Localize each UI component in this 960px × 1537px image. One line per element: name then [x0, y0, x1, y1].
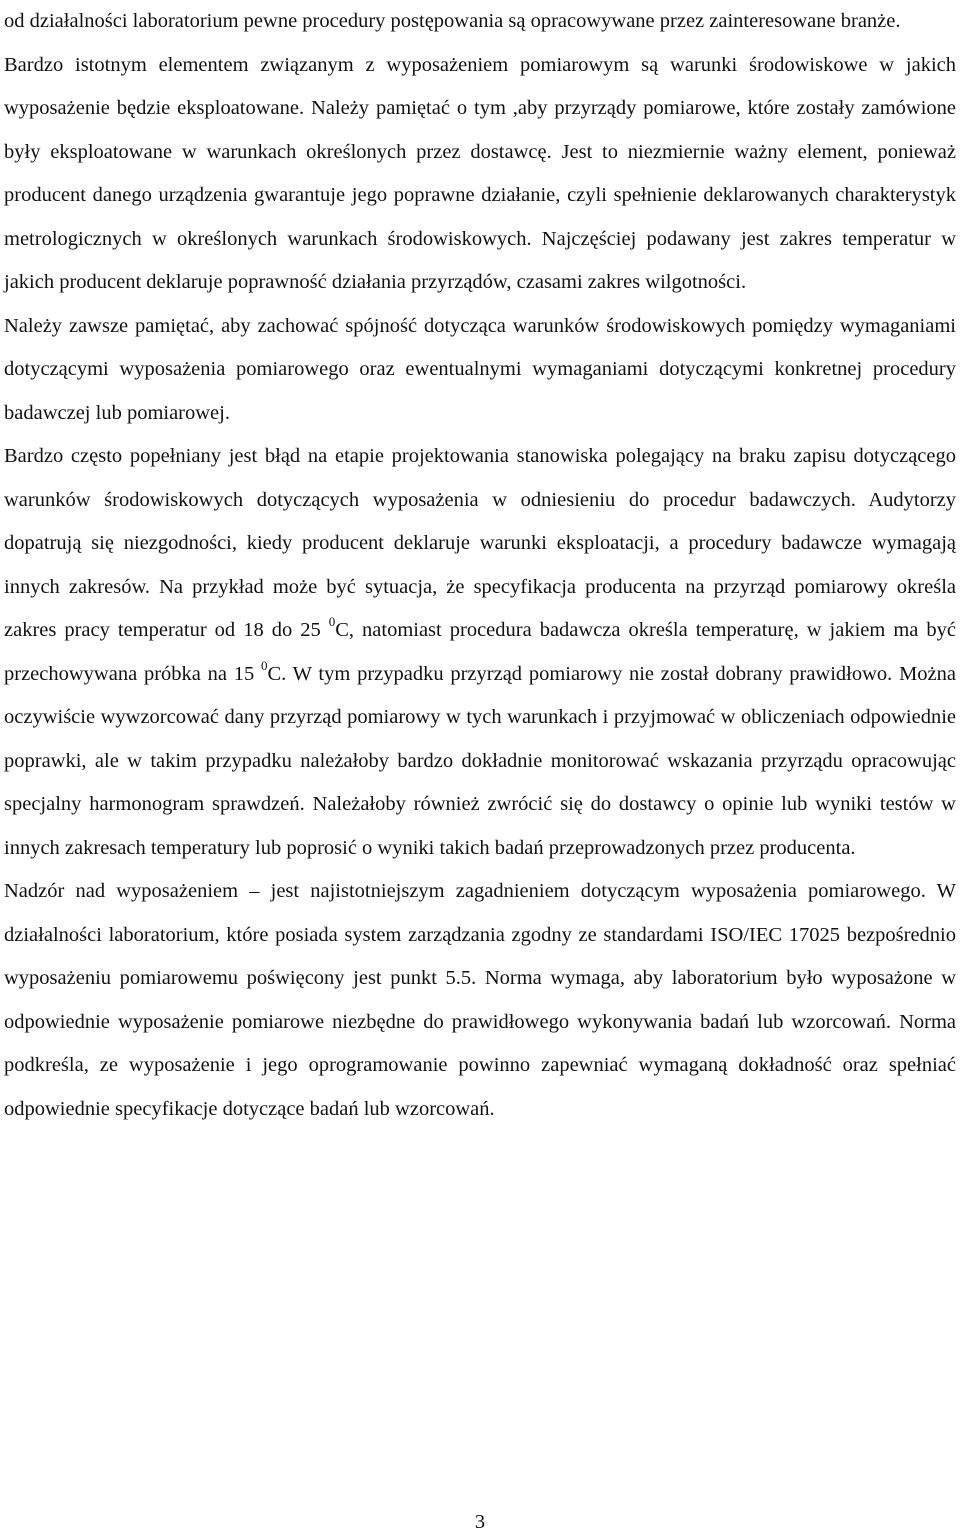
paragraph-5: Nadzór nad wyposażeniem – jest najistotniejszym zagadnieniem dotyczącym wyposażenia pomiarowego. W działalności laboratorium, które posiada system zarządzania zgodny ze standardami ISO/IEC 17025 bezpośrednio wyposażeniu pomiarowemu poświęcony jest punkt 5.5. Norma wymaga, aby laboratorium było wyposażone w odpowiednie wyposażenie pomiarowe niezbędne do prawidłowego wykonywania badań lub wzorcowań. Norma podkreśla, ze wyposażenie i jego oprogramowanie powinno zapewniać wymaganą dokładność oraz spełniać odpowiednie specyfikacje dotyczące badań lub wzorcowań. — [4, 880, 956, 1120]
paragraph-4 — [4, 435, 956, 870]
page-number: 3 — [474, 1511, 486, 1533]
paragraph-4-part-1: Bardzo często popełniany jest błąd na etapie projektowania stanowiska polegający na braku zapisu dotyczącego warunków środowiskowych dotyczących wyposażenia w odniesieniu do procedur badawczych. Audytorzy dopatrują się niezgodności, kiedy producent deklaruje warunki eksploatacji, a procedury badawcze wymagają innych zakresów. Na przykład może być sytuacja, że specyfikacja producenta na przyrząd pomiarowy określa zakres pracy temperatur od 18 do 25 — [4, 445, 956, 641]
paragraph-1: od działalności laboratorium pewne procedury postępowania są opracowywane przez zainteresowane branże. — [4, 10, 901, 32]
degree-superscript: 0 — [261, 657, 268, 673]
document-page — [4, 0, 956, 1131]
degree-superscript: 0 — [328, 614, 336, 630]
paragraph-2: Bardzo istotnym elementem związanym z wyposażeniem pomiarowym są warunki środowiskowe w jakich wyposażenie będzie eksploatowane. Należy pamiętać o tym ,aby przyrządy pomiarowe, które zostały zamówione były eksploatowane w warunkach określonych przez dostawcę. Jest to niezmiernie ważny element, ponieważ producent danego urządzenia gwarantuje jego poprawne działanie, czyli spełnienie deklarowanych charakterystyk metrologicznych w określonych warunkach środowiskowych. Najczęściej podawany jest zakres temperatur w jakich producent deklaruje poprawność działania przyrządów, czasami zakres wilgotności. — [4, 53, 956, 293]
paragraph-4-part-3: C. W tym przypadku przyrząd pomiarowy nie został dobrany prawidłowo. Można oczywiście wywzorcować dany przyrząd pomiarowy w tych warunkach i przyjmować w obliczeniach odpowiednie poprawki, ale w takim przypadku należałoby bardzo dokładnie monitorować wskazania przyrządu opracowując specjalny harmonogram sprawdzeń. Należałoby również zwrócić się do dostawcy o opinie lub wyniki testów w innych zakresach temperatury lub poprosić o wyniki takich badań przeprowadzonych przez producenta. — [4, 662, 956, 859]
paragraph-4-part-2: C, natomiast procedura badawcza określa temperaturę, w jakiem ma być przechowywana próbka na 15 — [4, 619, 956, 685]
paragraph-3: Należy zawsze pamiętać, aby zachować spójność dotycząca warunków środowiskowych pomiędzy wymaganiami dotyczącymi wyposażenia pomiarowego oraz ewentualnymi wymaganiami dotyczącymi konkretnej procedury badawczej lub pomiarowej. — [4, 314, 956, 424]
